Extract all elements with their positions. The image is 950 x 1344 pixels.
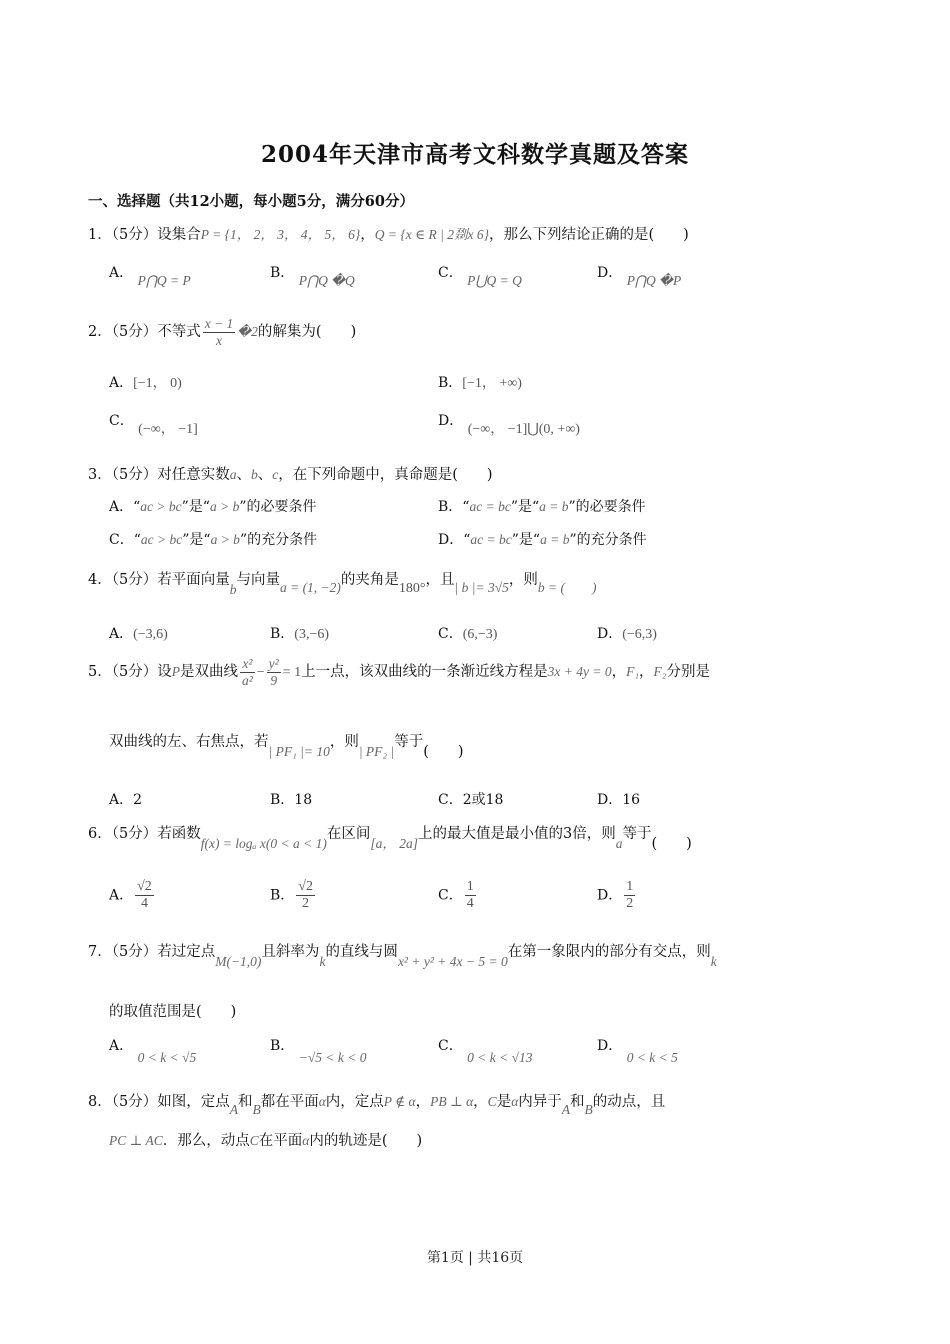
page-footer: 第1页 | 共16页 [426,1250,524,1266]
fraction-denominator: 2 [626,896,634,912]
q7-option-c [438,1035,533,1065]
option-label: A． [109,265,134,281]
q3-option-c [109,529,317,549]
option-expr: (−6,3) [622,627,657,642]
question-1 [88,223,689,244]
option-expr: 0 < k < √5 [137,1050,197,1065]
q7-option-d [597,1035,678,1065]
q5-answer-blank: ( ) [423,744,464,760]
q4-answer-blank: b = ( ) [537,580,597,595]
q8-plane-alpha: α [511,1094,519,1109]
q8-text: ， [415,1094,431,1110]
fraction-denominator: a² [241,672,253,688]
q4-vector-a: a = (1, −2) [279,580,341,595]
quote: “ [133,532,141,548]
q4-text: 的夹角是 [340,572,399,588]
fraction-numerator: x² [240,656,255,673]
q5-text: ， [611,664,627,681]
q4-option-d [597,623,657,643]
q6-function: f(x) = logₐ x(0 < a < 1) [200,836,327,851]
option-text: ”是“ [510,499,540,515]
option-expr: [−1， 0) [133,376,182,391]
option-expr: a = b [539,499,569,514]
q8-text: 都在平面 [260,1094,319,1110]
q2-number: 2．（5分）不等式 [88,324,201,341]
q4-number: 4．（5分）若平面向量 [88,572,230,588]
q3-number: 3．（5分）对任意实数 [88,467,230,483]
option-expr: (−∞， −1]⋃(0, +∞) [467,422,580,437]
q5-pf2: | PF₂ | [358,744,395,759]
q5-text: 分别是 [666,664,710,681]
question-7 [88,940,717,969]
option-expr: ac > bc [140,499,182,514]
option-label: D． [438,413,464,429]
q5-option-a: A．2 [109,792,143,808]
option-label: C． [438,265,463,281]
option-expr: P⋃Q = Q [467,273,522,288]
option-expr: 0 < k < 5 [626,1050,678,1065]
option-label: C． [438,1038,463,1054]
q6-number: 6．（5分）若函数 [88,826,201,842]
option-text: ”是“ [511,532,541,548]
q8-plane-alpha: α [318,1094,326,1109]
q3-var-b: b [250,467,258,482]
q1-number: 1．（5分）设集合 [88,227,201,243]
option-expr: ac = bc [470,532,512,547]
quote: “ [462,499,470,515]
q5-point-p: P [171,664,180,680]
option-expr: a > b [210,532,240,547]
question-7-line-2: 的取值范围是( ) [109,1004,237,1020]
q2-option-c [109,410,198,437]
q3-option-d [438,529,647,549]
q5-text: 双曲线的左、右焦点，若 [109,734,269,750]
option-label: C． [438,887,463,904]
option-expr: P⋂Q �P [626,273,682,288]
fraction-denominator: 2 [302,896,310,912]
q4-angle: 180° [398,581,426,596]
q5-option-b: B．18 [270,792,313,808]
q5-fraction-y [267,656,281,688]
option-label: B． [270,265,295,281]
option-text: ”是“ [181,499,210,515]
fraction-denominator: 4 [140,896,148,912]
q4-text: ，且 [425,572,455,588]
fraction-numerator: √2 [296,879,315,896]
q4-option-a [109,623,168,643]
q8-text: 的动点，且 [592,1094,666,1110]
option-label: A． [109,375,134,391]
q8-number: 8．（5分）如图，定点 [88,1094,230,1110]
q5-asymptote: 3x + 4y = 0 [547,664,612,680]
quote: “ [133,499,141,515]
q5-focus-2: F₂ [653,664,667,680]
q7-text: 在第一象限内的部分有交点，则 [507,944,711,960]
q6-option-b [270,879,317,912]
q4-text: ，则 [508,572,538,588]
fraction-numerator: √2 [135,879,154,896]
option-text: ”是“ [182,532,211,548]
page-title: 2004年天津市高考文科数学真题及答案 [260,141,689,168]
q8-point-c: C [487,1094,497,1109]
q8-point-b: B [252,1102,261,1117]
fraction-numerator: 1 [465,879,476,896]
q8-point-b: B [584,1102,593,1117]
q1-tail: ，那么下列结论正确的是( ) [488,227,689,243]
q3-var-a: a [229,467,237,482]
option-text: ”的必要条件 [568,499,646,515]
q1-option-b [270,262,355,288]
fraction-numerator: x − 1 [204,316,234,331]
option-label: A． [109,887,134,904]
question-5 [88,656,710,688]
option-label: C． [109,413,134,429]
q2-inequality-rhs: �2 [237,324,258,340]
q1-set-p: P = {1， 2， 3， 4， 5， 6} [200,227,361,242]
q6-option-c [438,879,478,912]
question-4 [88,568,597,597]
q6-text: 在区间 [326,826,371,842]
option-label: B． [438,375,463,391]
section-heading: 一、选择题（共12小题，每小题5分，满分60分） [88,193,414,210]
q6-text: 上的最大值是最小值的3倍，则 [417,826,616,842]
q2-option-b [438,372,522,392]
q5-text: ，则 [329,734,359,750]
fraction-numerator: y² [268,656,279,671]
q6-option-a [109,879,156,912]
option-label: D． [597,1038,623,1054]
option-label: D． [597,265,623,281]
q8-point-a: A [229,1102,238,1117]
q1-option-c [438,262,522,288]
option-expr: (6,−3) [462,627,498,642]
q6-text: 等于 [622,826,652,842]
q4-text: 与向量 [236,572,280,588]
q8-text: ， [473,1094,488,1110]
q3-tail: ，在下列命题中，真命题是( ) [278,467,493,483]
option-expr: −√5 < k < 0 [298,1050,367,1065]
question-8 [88,1090,666,1117]
q7-number: 7．（5分）若过定点 [88,944,216,960]
q2-option-a [109,372,182,392]
q7-point-m: M(−1,0) [215,954,262,969]
q2-option-d [438,410,580,437]
option-label: A． [109,499,134,515]
option-fraction [465,879,476,912]
q5-option-d: D．16 [597,792,641,808]
q5-number: 5．（5分）设 [88,664,172,681]
q2-tail: 的解集为( ) [257,324,357,341]
q5-fraction-x [240,656,255,688]
q7-option-a [109,1035,197,1065]
q8-text: 内异于 [518,1094,562,1110]
option-text: ”的充分条件 [569,532,647,548]
option-expr: (3,−6) [294,627,330,642]
fraction-numerator: 1 [624,879,635,896]
question-8-line-2 [109,1129,422,1150]
q5-equals: = 1 [282,665,302,681]
q3-option-b [438,496,646,516]
option-label: A． [109,1038,134,1054]
q3-sep: 、 [257,467,273,483]
option-expr: P⋂Q = P [137,273,191,288]
option-label: B． [270,626,295,642]
option-label: D． [597,626,623,642]
option-text: ”的充分条件 [239,532,318,548]
q8-text: 内的轨迹是( ) [309,1133,423,1149]
q5-pf1: | PF₁ |= 10 [268,744,330,759]
q7-var-k: k [710,954,717,969]
q3-option-a [109,496,317,516]
q8-plane-alpha: α [302,1133,310,1148]
q8-pb-perp: PB ⊥ α [430,1094,474,1109]
option-expr: (−3,6) [133,627,168,642]
q6-option-d [597,879,637,912]
q1-sep: ， [360,227,375,243]
q7-text: 且斜率为 [261,944,320,960]
q5-text: ， [639,664,654,681]
option-expr: ac > bc [140,532,183,547]
option-label: B． [438,499,463,515]
option-expr: [−1， +∞) [462,376,522,391]
option-label: B． [270,887,295,904]
q2-fraction [203,316,236,348]
option-expr: a = b [540,532,570,547]
q4-norm: | b |= 3√5 [454,580,509,595]
q8-text: ．那么，动点 [162,1133,250,1149]
option-text: ”的必要条件 [239,499,317,515]
q5-text: 上一点，该双曲线的一条渐近线方程是 [301,664,548,681]
q8-text: 是 [496,1094,512,1110]
q8-point-a: A [561,1102,571,1117]
q8-pc-perp: PC ⊥ AC [109,1133,163,1148]
question-2 [88,316,356,348]
option-label: A． [109,626,134,642]
fraction-denominator: x [216,332,222,348]
option-expr: ac = bc [469,499,511,514]
q5-option-c: C．2或18 [438,792,504,808]
option-label: B． [270,1038,295,1054]
question-3 [88,463,493,484]
option-expr: (−∞， −1] [138,422,198,437]
option-expr: a > b [209,499,240,514]
option-fraction [624,879,635,912]
q8-text: 和 [570,1094,585,1110]
q8-text: 在平面 [258,1133,303,1149]
q4-option-c [438,623,497,643]
q6-interval: [a， 2a] [370,836,418,851]
option-label: D． [438,532,464,548]
q6-answer-blank: ( ) [651,836,692,852]
fraction-denominator: 9 [270,672,278,688]
question-6 [88,822,692,852]
option-label: C． [438,626,463,642]
quote: “ [463,532,471,548]
q4-vector-b: b [229,582,237,597]
q1-set-q: Q = {x ∈ R | 2剟x 6} [374,227,489,242]
q3-sep: 、 [236,467,251,483]
option-fraction [296,879,315,912]
option-expr: P⋂Q �Q [298,273,355,288]
q5-text: 是双曲线 [179,664,238,681]
fraction-denominator: 4 [466,896,474,912]
q3-var-c: c [272,467,279,482]
q8-text: 内，定点 [325,1094,384,1110]
q1-option-a [109,262,191,288]
option-fraction [135,879,154,912]
q8-point-c: C [249,1133,259,1148]
q8-text: 和 [237,1094,253,1110]
option-label: D． [597,887,623,904]
q7-circle: x² + y² + 4x − 5 = 0 [397,954,508,969]
q7-option-b [270,1035,367,1065]
q6-var-a: a [615,836,623,851]
q7-var-k: k [319,954,326,969]
q5-focus-1: F₁ [626,664,640,680]
q5-text: 等于 [394,734,424,750]
question-5-line-2 [109,730,464,760]
q8-p-not-in-alpha: P ∉ α [383,1094,416,1109]
q1-option-d [597,262,682,288]
q4-option-b [270,623,329,643]
option-label: C． [109,532,134,548]
option-expr: 0 < k < √13 [467,1050,533,1065]
q7-text: 的直线与圆 [325,944,398,960]
q5-minus: − [256,665,265,681]
